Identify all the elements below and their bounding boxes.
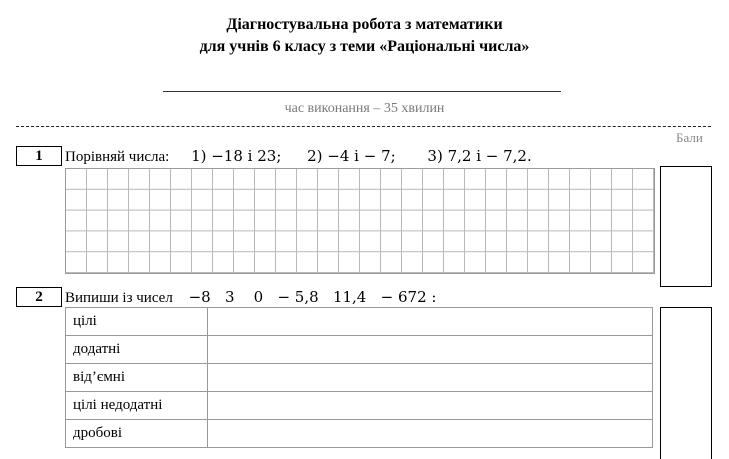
answer-cell[interactable] — [208, 392, 653, 420]
task-1-number: 1 — [16, 146, 62, 166]
row-label-integers: цілі — [66, 308, 208, 336]
dashed-divider — [16, 126, 711, 127]
time-note: час виконання – 35 хвилин — [284, 101, 445, 116]
table-row — [66, 336, 653, 364]
task-2-score-box[interactable] — [660, 307, 712, 459]
table-row — [66, 392, 653, 420]
answer-grid[interactable] — [65, 168, 655, 274]
document-title: Діагностувальна робота з математики — [226, 16, 503, 33]
table-row — [66, 364, 653, 392]
task-1-item-1: 1) −18 і 23; — [191, 147, 282, 165]
task-1-text — [65, 147, 532, 166]
answer-cell[interactable] — [208, 420, 653, 448]
row-label-positive: додатні — [66, 336, 208, 364]
classification-table — [65, 307, 653, 448]
task-1-prompt: Порівняй числа: — [65, 149, 170, 165]
table-row — [66, 420, 653, 448]
task-1-item-2: 2) −4 і − 7; — [307, 147, 396, 165]
name-line — [163, 91, 561, 92]
task-1-score-box[interactable] — [660, 166, 712, 287]
row-label-nonpositive-integers: цілі недодатні — [66, 392, 208, 420]
table-row — [66, 308, 653, 336]
task-1-item-3: 3) 7,2 і − 7,2. — [427, 147, 532, 165]
task-2-prompt: Випиши із чисел — [65, 290, 173, 306]
task-2-numbers: −8 3 0 − 5,8 11,4 − 672 : — [188, 288, 437, 306]
answer-cell[interactable] — [208, 336, 653, 364]
task-2-text — [65, 288, 436, 307]
answer-cell[interactable] — [208, 308, 653, 336]
document-subtitle: для учнів 6 класу з теми «Раціональні числа» — [199, 38, 530, 55]
row-label-negative: від’ємні — [66, 364, 208, 392]
answer-cell[interactable] — [208, 364, 653, 392]
row-label-fractions: дробові — [66, 420, 208, 448]
task-2-number: 2 — [16, 287, 62, 307]
points-label: Бали — [676, 130, 703, 145]
